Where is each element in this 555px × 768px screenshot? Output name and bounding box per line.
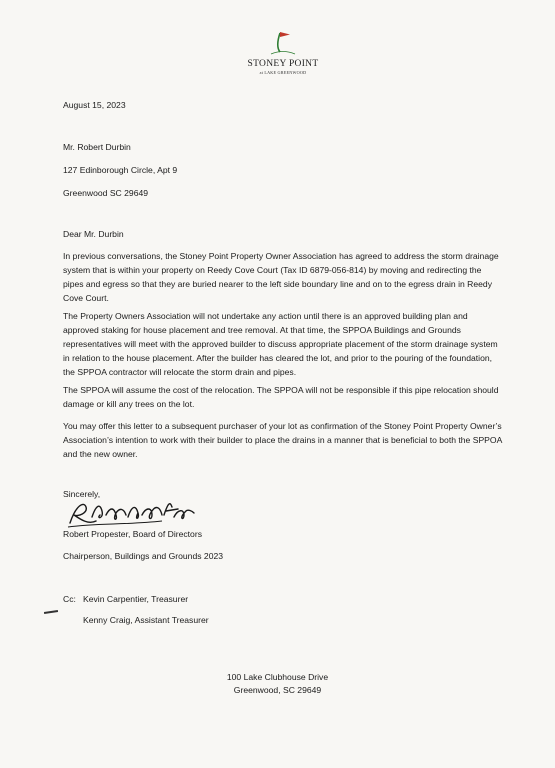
signatory-title: Chairperson, Buildings and Grounds 2023 (63, 551, 224, 561)
flagstick-icon (268, 27, 298, 57)
letterhead-name: STONEY POINT (247, 59, 319, 69)
footer-address-line-2: Greenwood, SC 29649 (233, 685, 322, 695)
closing: Sincerely, (63, 489, 101, 499)
paragraph-2: The Property Owners Association will not undertake any action until there is an approved building plan and approved staking for house placement and tree removal. At that time, the SPPOA Buildings and Grounds representatives will meet with the approved builder to discuss appropriate placement of the storm drainage system in relation to the house placement. After the builder has cleared the lot, and prior to the pouring of the foundation, the SPPOA contractor will relocate the storm drain and pipes. (63, 311, 498, 377)
cc-label: Cc: (63, 594, 76, 604)
recipient-street: 127 Edinborough Circle, Apt 9 (63, 165, 178, 175)
recipient-name: Mr. Robert Durbin (63, 142, 131, 152)
letter-date: August 15, 2023 (63, 100, 126, 110)
salutation: Dear Mr. Durbin (63, 229, 124, 239)
recipient-city: Greenwood SC 29649 (63, 188, 149, 198)
cc-line-1: Kevin Carpentier, Treasurer (83, 594, 189, 604)
footer-address-line-1: 100 Lake Clubhouse Drive (226, 672, 329, 682)
pen-mark (44, 610, 58, 614)
cc-line-2: Kenny Craig, Assistant Treasurer (83, 615, 209, 625)
paragraph-4: You may offer this letter to a subsequent purchaser of your lot as confirmation of the Stoney Point Property Owner’s Association’s intention to work with their builder to place the drains in a manner that is beneficial to both the SPPOA and the new owner. (63, 421, 502, 459)
signatory-name: Robert Propester, Board of Directors (63, 529, 202, 539)
letterhead-logo (238, 27, 328, 79)
paragraph-3: The SPPOA will assume the cost of the relocation. The SPPOA will not be responsible if this pipe relocation should damage or kill any trees on the lot. (63, 385, 499, 409)
paragraph-1: In previous conversations, the Stoney Point Property Owner Association has agreed to address the storm drainage system that is within your property on Reedy Cove Court (Tax ID 6879-056-814) by moving and redirecting the pipes and egress so that they are buried nearer to the left side boundary line and on to the egress drain in Reedy Cove Court. (63, 251, 499, 303)
letterhead-subtitle: at LAKE GREENWOOD (259, 70, 307, 75)
